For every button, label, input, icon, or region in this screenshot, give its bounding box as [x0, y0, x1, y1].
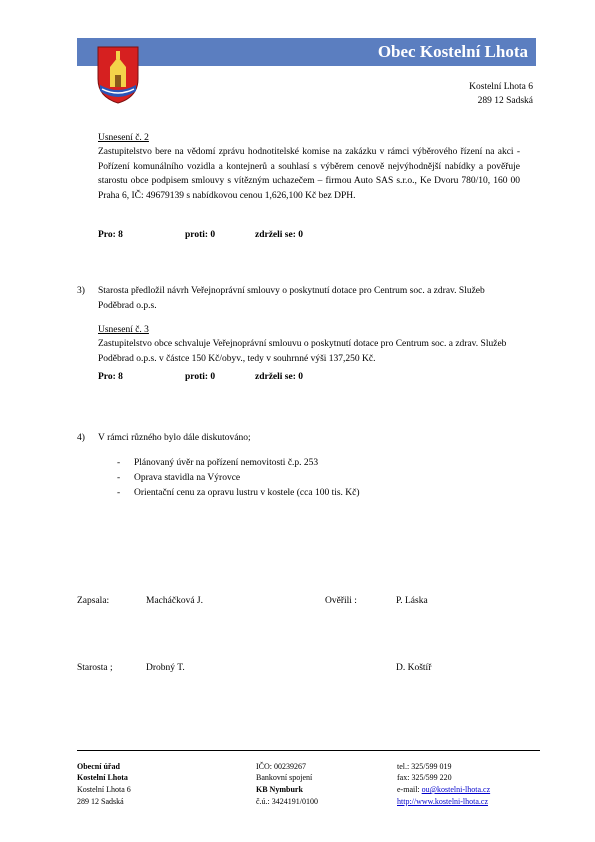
footer-email-label: e-mail:: [397, 785, 420, 794]
list-item: Oprava stavidla na Výrovce: [134, 473, 241, 483]
resolution-3-title: Usnesení č. 3: [98, 325, 149, 335]
footer-village: Kostelní Lhota: [77, 773, 128, 782]
vote-abstain-3: zdrželi se: 0: [255, 372, 304, 382]
bullet-dash-icon: -: [117, 473, 121, 483]
resolution-3-text: Zastupitelstvo obce schvaluje Veřejnoprávní smlouvu o poskytnutí dotace pro Centrum soc. a zdrav. Služeb Poděbrad o.p.s. v částce 150 Kč/obyv., tedy v souhrnné výši 137,250 Kč.: [98, 339, 507, 364]
item-4-text: V rámci různého bylo dále diskutováno;: [98, 433, 251, 443]
coat-of-arms-logo: [96, 45, 140, 105]
header-bar: [77, 38, 536, 66]
vote-for-2: Pro: 8: [98, 230, 123, 240]
footer-ico: IČO: 00239267: [256, 762, 306, 771]
footer-bank-label: Bankovní spojení: [256, 773, 313, 782]
verified-by-label: Ověřili :: [325, 596, 357, 606]
resolution-2-text: Zastupitelstvo bere na vědomí zprávu hodnotitelské komise na zakázku v rámci výběrového řízení na akci - Pořízení komunálního vozidla a kontejnerů a souhlasí s výběrem cenově nejvýhodnější nabídky a pověřuje starostu obce podpisem smlouvy s vítězným uchazečem – firmou Auto SAS s.r.o., Ke Dvoru 780/10, 160 00 Praha 6, IČ: 49679139 s nabídkovou cenou 1,626,100 Kč bez DPH.: [98, 147, 520, 201]
footer-city: 289 12 Sadská: [77, 797, 124, 806]
recorded-by-name: Macháčková J.: [146, 596, 203, 606]
page-title: Obec Kostelní Lhota: [377, 42, 528, 61]
vote-abstain-2: zdrželi se: 0: [255, 230, 304, 240]
footer-email-row: [397, 785, 490, 795]
resolution-2-title: Usnesení č. 2: [98, 133, 149, 143]
vote-against-2: proti: 0: [185, 230, 216, 240]
vote-for-3: Pro: 8: [98, 372, 123, 382]
bullet-dash-icon: -: [117, 458, 121, 468]
footer-account: č.ú.: 3424191/0100: [256, 797, 318, 806]
vote-against-3: proti: 0: [185, 372, 216, 382]
item-4-number: 4): [77, 433, 85, 443]
second-verifier-name: D. Koštíř: [396, 663, 432, 673]
footer-street: Kostelní Lhota 6: [77, 785, 131, 794]
verified-by-name: P. Láska: [396, 596, 428, 606]
list-item: Plánovaný úvěr na pořízení nemovitosti č.p. 253: [134, 458, 319, 468]
list-item: Orientační cenu za opravu lustru v kostele (cca 100 tis. Kč): [134, 488, 360, 498]
bullet-dash-icon: -: [117, 488, 121, 498]
footer-divider: [77, 750, 540, 751]
item-3-number: 3): [77, 286, 85, 296]
footer-office: Obecní úřad: [77, 762, 120, 771]
footer-fax: fax: 325/599 220: [397, 773, 452, 782]
recorded-by-label: Zapsala:: [77, 596, 110, 606]
footer-web-link[interactable]: http://www.kostelni-lhota.cz: [397, 797, 489, 806]
item-3-text: Starosta předložil návrh Veřejnoprávní smlouvy o poskytnutí dotace pro Centrum soc. a zdrav. Služeb Poděbrad o.p.s.: [98, 286, 485, 311]
footer-tel: tel.: 325/599 019: [397, 762, 452, 771]
footer-bank: KB Nymburk: [256, 785, 303, 794]
address-line-1: Kostelní Lhota 6: [469, 82, 533, 92]
mayor-label: Starosta ;: [77, 663, 113, 673]
footer-email-link[interactable]: ou@kostelni-lhota.cz: [421, 785, 491, 794]
address-line-2: 289 12 Sadská: [477, 96, 533, 106]
mayor-name: Drobný T.: [146, 663, 185, 673]
